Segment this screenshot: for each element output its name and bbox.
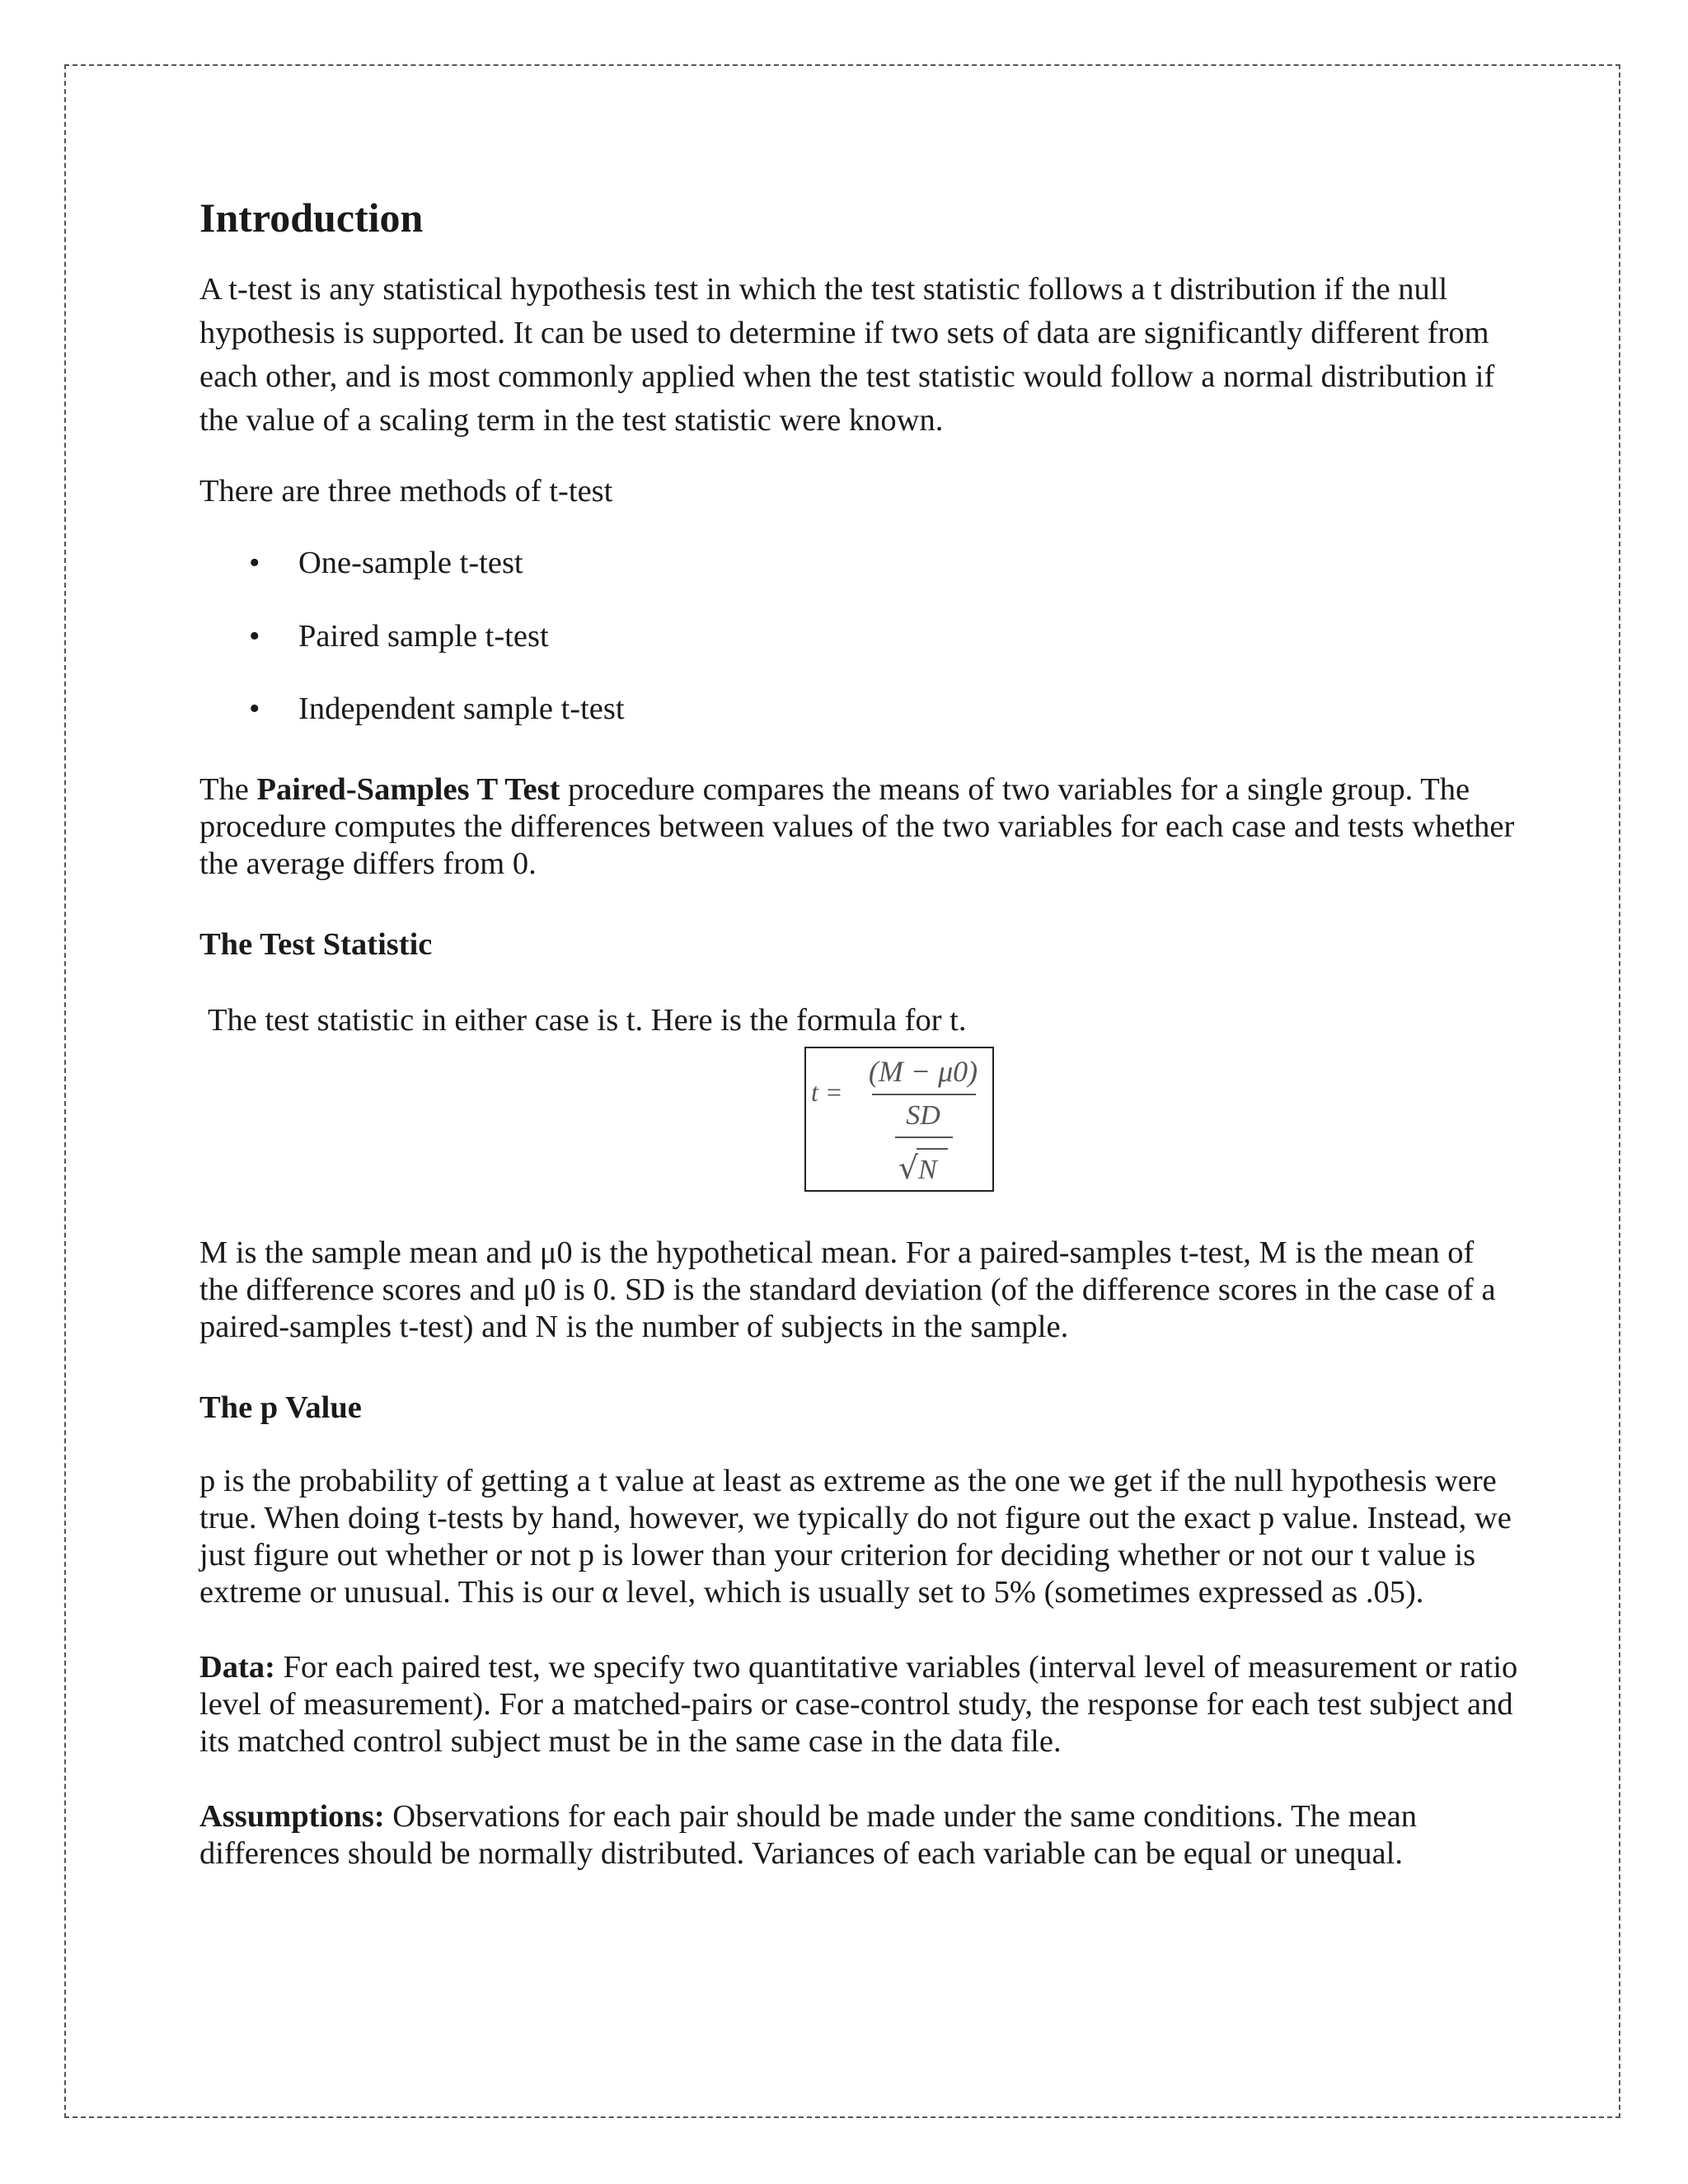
method-label: Independent sample t-test — [298, 691, 625, 727]
data-label: Data: — [199, 1650, 275, 1685]
assumptions-paragraph — [199, 1798, 1518, 1872]
method-label: One-sample t-test — [298, 545, 523, 580]
formula-container — [199, 1047, 1518, 1192]
paired-samples-term: Paired-Samples T Test — [256, 772, 560, 808]
introduction-heading: Introduction — [199, 194, 424, 241]
method-label: Paired sample t-test — [298, 618, 549, 654]
formula-sd: SD — [906, 1100, 940, 1132]
paired-samples-paragraph — [199, 771, 1518, 883]
t-formula-graphic — [806, 1048, 992, 1190]
bullet-icon: • — [249, 618, 260, 654]
methods-list — [199, 542, 1518, 730]
formula-lhs: t = — [811, 1077, 843, 1108]
paired-prefix: The — [199, 772, 257, 808]
paired-description: procedure compares the means of two variables for a single group. The procedure computes the differences between values of the two variables for each case and tests whether the average differs from 0. — [199, 772, 1515, 882]
document-body — [199, 191, 1518, 1872]
p-value-heading: The p Value — [199, 1390, 362, 1426]
methods-intro: There are three methods of t-test — [199, 474, 613, 509]
bullet-icon: • — [249, 545, 260, 580]
formula-n: N — [918, 1155, 937, 1186]
introduction-paragraph: A t-test is any statistical hypothesis test in which the test statistic follows a t distribution if the null hypothesis is supported. It can be used to determine if two sets of data are significantly different from each other, and is most commonly applied when the test statistic would follow a normal distribution if the value of a scaling term in the test statistic were known. — [199, 272, 1495, 438]
p-value-paragraph: p is the probability of getting a t value at least as extreme as the one we get if the null hypothesis were true. When doing t-tests by hand, however, we typically do not figure out the exact p value. Instead, we just figure out whether or not p is lower than your criterion for deciding whether or not our t value is extreme or unusual. This is our α level, which is usually set to 5% (sometimes expressed as .05). — [199, 1464, 1512, 1610]
data-text: For each paired test, we specify two quantitative variables (interval level of measurement or ratio level of measurement). For a matched-pairs or case-control study, the response for each test subject and its matched control subject must be in the same case in the data file. — [199, 1650, 1518, 1760]
formula-lead: The test statistic in either case is t. Here is the formula for t. — [208, 1003, 967, 1038]
t-formula — [804, 1047, 994, 1192]
assumptions-text: Observations for each pair should be made under the same conditions. The mean differences should be normally distributed. Variances of each variable can be equal or unequal. — [199, 1799, 1417, 1872]
assumptions-label: Assumptions: — [199, 1799, 385, 1835]
sqrt-icon: √ — [898, 1150, 919, 1187]
data-paragraph — [199, 1649, 1518, 1760]
bullet-icon: • — [249, 691, 260, 727]
formula-explanation: M is the sample mean and μ0 is the hypothetical mean. For a paired-samples t-test, M is the mean of the difference scores and μ0 is 0. SD is the standard deviation (of the difference scores in the case of a paired-samples t-test) and N is the number of subjects in the sample. — [199, 1235, 1496, 1345]
list-item — [199, 688, 1518, 730]
test-statistic-heading: The Test Statistic — [199, 927, 433, 963]
list-item — [199, 616, 1518, 658]
list-item — [199, 542, 1518, 584]
formula-numerator: (M − μ0) — [868, 1055, 978, 1089]
